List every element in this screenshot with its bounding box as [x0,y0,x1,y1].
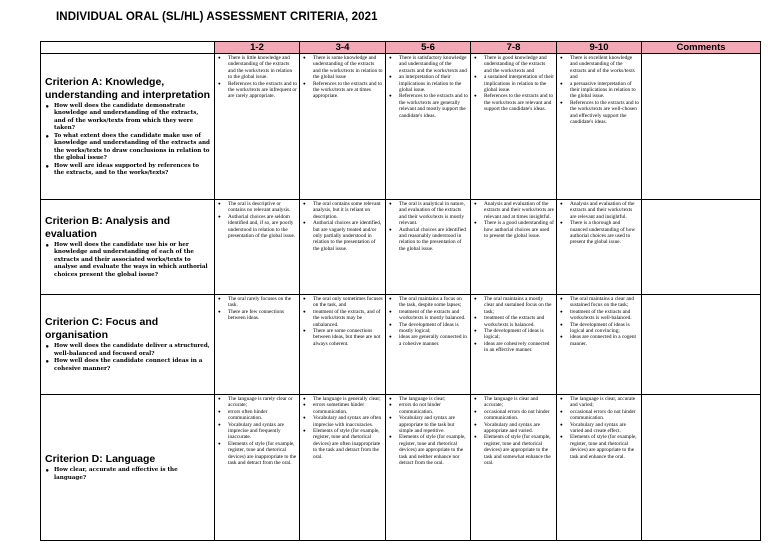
band-descriptors [473,201,554,239]
band-descriptor: ● errors sometimes hinder communication. [302,402,383,415]
criterion-cell [41,200,215,295]
band-descriptor: ● The language is clear; [388,396,468,402]
band-descriptor: ● Elements of style (for example, register, tone and rhetorical devices) are appropriate to the task and enhance the oral. [559,434,639,460]
comments-cell[interactable] [642,200,761,295]
band-descriptors [217,296,297,322]
band-descriptor: ● Vocabulary and syntax are appropriate to the task but simple and repetitive. [388,415,468,434]
band-cell [557,395,642,541]
band-descriptor: ● ideas are generally connected in a cohesive manner. [388,334,468,347]
band-descriptor: ● The language is clear, accurate and varied; [559,396,639,409]
band-cell [215,200,300,295]
band-cell [471,295,557,395]
band-cell [215,395,300,541]
band-descriptor: ● There is excellent knowledge and understanding of the extracts and of the works/texts and [559,55,639,81]
criterion-questions [45,343,211,373]
comments-cell[interactable] [642,395,761,541]
band-cell [471,200,557,295]
band-descriptor: ● There is a good understanding of how authorial choices are used to present the global issue. [473,220,554,239]
comments-cell[interactable] [642,54,761,200]
band-descriptor: ● There is good knowledge and understanding of the extracts and the works/texts and [473,55,554,74]
band-descriptor: ● Vocabulary and syntax are varied and create effect. [559,422,639,435]
band-descriptor: ● The oral contains some relevant analysis, but it is reliant on description. [302,201,383,220]
band-descriptor: ● errors often hinder communication. [217,409,297,422]
band-header-3-4: 3-4 [300,42,386,54]
band-cell [300,200,386,295]
criterion-question: • How well does the candidate deliver a structured, well-balanced and focused oral? [45,343,211,358]
band-cell [386,395,471,541]
band-descriptor: ● The oral maintains a focus on the task, despite some lapses; [388,296,468,309]
criterion-title: Criterion D: Language [45,453,156,465]
band-descriptors [302,55,383,100]
band-header-7-8: 7-8 [471,42,557,54]
band-cell [386,54,471,200]
band-descriptor: ● The language is clear and accurate; [473,396,554,409]
band-descriptor: ● Elements of style (for example, register, tone and rhetorical devices) are appropriate to the task and somewhat enhance the oral. [473,434,554,466]
band-cell [215,295,300,395]
criterion-title: Criterion C: Focus and organisation [45,316,159,341]
band-cell [300,54,386,200]
band-cell [471,395,557,541]
band-cell [471,54,557,200]
band-descriptor: ● There are few connections between ideas. [217,309,297,322]
band-descriptor: ● There is some knowledge and understanding of the extracts and the works/texts in relation to the global issue [302,55,383,81]
criterion-question: • How well does the candidate use his or her knowledge and understanding of each of the extracts and their associated works/texts to analyse and evaluate the ways in which authorial choices present the global issue? [45,242,211,280]
band-descriptor: ● There is satisfactory knowledge and understanding of the extracts and the works/texts and [388,55,468,74]
band-descriptor: ● The language is generally clear; [302,396,383,402]
band-cell [386,295,471,395]
band-descriptor: ● References to the extracts and to the works/texts are well-chosen and effectively support the candidate's ideas. [559,100,639,126]
band-descriptor: ● There are some connections between ideas, but these are not always coherent. [302,328,383,347]
band-descriptors [559,201,639,246]
band-descriptor: ● References to the extracts and to the works/texts are generally relevant and mostly support the candidate's ideas. [388,93,468,119]
criterion-questions [45,103,211,178]
criterion-question: • How clear, accurate and effective is the language? [45,467,211,482]
band-descriptor: ● Elements of style (for example, register, tone and rhetorical devices) are appropriate to the task and neither enhance nor detract from the oral. [388,434,468,466]
band-descriptors [388,55,468,119]
comments-cell[interactable] [642,295,761,395]
band-descriptor: ● The development of ideas is logical and convincing; [559,322,639,335]
band-descriptor: ● treatment of the extracts and works/texts is well-balanced. [559,309,639,322]
band-descriptor: ● occasional errors do not hinder communication. [559,409,639,422]
band-cell [557,54,642,200]
band-descriptor: ● The oral is analytical in nature, and evaluation of the extracts and their works/texts is mostly relevant. [388,201,468,227]
band-cell [386,200,471,295]
band-descriptor: ● Authorial choices are identified and reasonably understood in relation to the presentation of the global issue. [388,227,468,253]
band-header-9-10: 9-10 [557,42,642,54]
band-descriptors [473,296,554,354]
band-descriptor: ● errors do not hinder communication. [388,402,468,415]
band-descriptor: ● Vocabulary and syntax are appropriate and varied. [473,422,554,435]
criterion-row-d [41,395,761,541]
criterion-title: Criterion A: Knowledge, understanding and interpretation [45,75,211,101]
band-descriptor: ● treatment of the extracts and works/texts is mostly balanced. [388,309,468,322]
criterion-cell [41,54,215,200]
band-descriptor: ● References to the extracts and to the works/texts are infrequent or are rarely appropriate. [217,81,297,100]
band-header-5-6: 5-6 [386,42,471,54]
band-descriptor: ● References to the extracts and to the works/texts are at times appropriate. [302,81,383,100]
band-descriptor: ● ideas are cohesively connected in an effective manner. [473,341,554,354]
band-descriptors [302,296,383,347]
band-descriptor: ● a persuasive interpretation of their implications in relation to the global issue. [559,81,639,100]
band-descriptor: ● Analysis and evaluation of the extracts and their works/texts are relevant and at times insightful. [473,201,554,220]
comments-header: Comments [642,42,761,54]
band-descriptor: ● The oral is descriptive or contains no relevant analysis. [217,201,297,214]
band-descriptor: ● References to the extracts and to the works/texts are relevant and support the candidate's ideas. [473,93,554,112]
criterion-questions [45,242,211,280]
band-descriptors [473,55,554,113]
band-descriptors [217,55,297,100]
band-descriptors [388,201,468,252]
band-descriptor: ● The oral maintains a mostly clear and sustained focus on the task; [473,296,554,315]
criterion-row-a [41,54,761,200]
criterion-cell [41,295,215,395]
band-descriptor: ● The development of ideas is logical; [473,328,554,341]
band-descriptor: ● a sustained interpretation of their implications in relation to the global issue. [473,74,554,93]
band-descriptor: ● ideas are connected in a cogent manner. [559,334,639,347]
band-descriptors [559,296,639,347]
band-descriptors [302,201,383,252]
band-descriptor: ● The language is rarely clear or accurate; [217,396,297,409]
band-descriptors [559,396,639,460]
band-descriptor: ● The development of ideas is mostly logical; [388,322,468,335]
header-row [41,42,761,54]
band-descriptor: ● an interpretation of their implications in relation to the global issue. [388,74,468,93]
band-descriptor: ● Authorial choices are seldom identified and, if so, are poorly understood in relation to the presentation of the global issue. [217,214,297,240]
criterion-cell [41,395,215,541]
criterion-question: • How well does the candidate demonstrate knowledge and understanding of the extracts, and of the works/texts from which they were taken? [45,103,211,133]
band-descriptor: ● There is little knowledge and understanding of the extracts and the works/texts in relation to the global issue. [217,55,297,81]
band-descriptor: ● The oral rarely focuses on the task. [217,296,297,309]
band-descriptor: ● occasional errors do not hinder communication. [473,409,554,422]
band-cell [557,295,642,395]
band-descriptor: ● Elements of style (for example, register, tone and rhetorical devices) are inappropriate to the task and detract from the oral. [217,441,297,467]
band-cell [300,295,386,395]
band-descriptor: ● Analysis and evaluation of the extracts and their works/texts are relevant and insightful. [559,201,639,220]
band-descriptors [388,296,468,347]
band-cell [557,200,642,295]
criterion-row-b [41,200,761,295]
band-descriptor: ● The oral maintains a clear and sustained focus on the task; [559,296,639,309]
criterion-question: • How well does the candidate connect ideas in a cohesive manner? [45,358,211,373]
band-header-1-2: 1-2 [215,42,300,54]
band-descriptors [217,396,297,466]
criterion-question: • How well are ideas supported by references to the extracts, and to the works/texts? [45,163,211,178]
band-descriptor: ● Elements of style (for example, register, tone and rhetorical devices) are often inappropriate to the task and detract from the oral. [302,428,383,460]
criteria-table [40,41,761,541]
criterion-question: • To what extent does the candidate make use of knowledge and understanding of the extracts and the works/texts to draw conclusions in relation to the global issue? [45,133,211,163]
band-descriptor: ● The oral only sometimes focuses on the task, and [302,296,383,309]
document-title: INDIVIDUAL ORAL (SL/HL) ASSESSMENT CRITERIA, 2021 [56,11,378,23]
criterion-row-c [41,295,761,395]
band-descriptor: ● Vocabulary and syntax are often imprecise with inaccuracies. [302,415,383,428]
header-blank-cell [41,42,215,54]
band-cell [300,395,386,541]
band-descriptors [559,55,639,125]
band-descriptors [388,396,468,466]
band-descriptors [217,201,297,239]
band-descriptors [302,396,383,460]
band-descriptor: ● There is a thorough and nuanced understanding of how authorial choices are used to present the global issue. [559,220,639,246]
band-cell [215,54,300,200]
band-descriptor: ● Authorial choices are identified, but are vaguely treated and/or only partially understood in relation to the presentation of the global issue. [302,220,383,252]
band-descriptor: ● treatment of the extracts, and of the works/texts may be unbalanced. [302,309,383,328]
band-descriptor: ● Vocabulary and syntax are imprecise and frequently inaccurate. [217,422,297,441]
criterion-title: Criterion B: Analysis and evaluation [45,214,171,240]
criterion-questions [45,467,211,482]
band-descriptors [473,396,554,466]
band-descriptor: ● treatment of the extracts and works/texts is balanced. [473,315,554,328]
